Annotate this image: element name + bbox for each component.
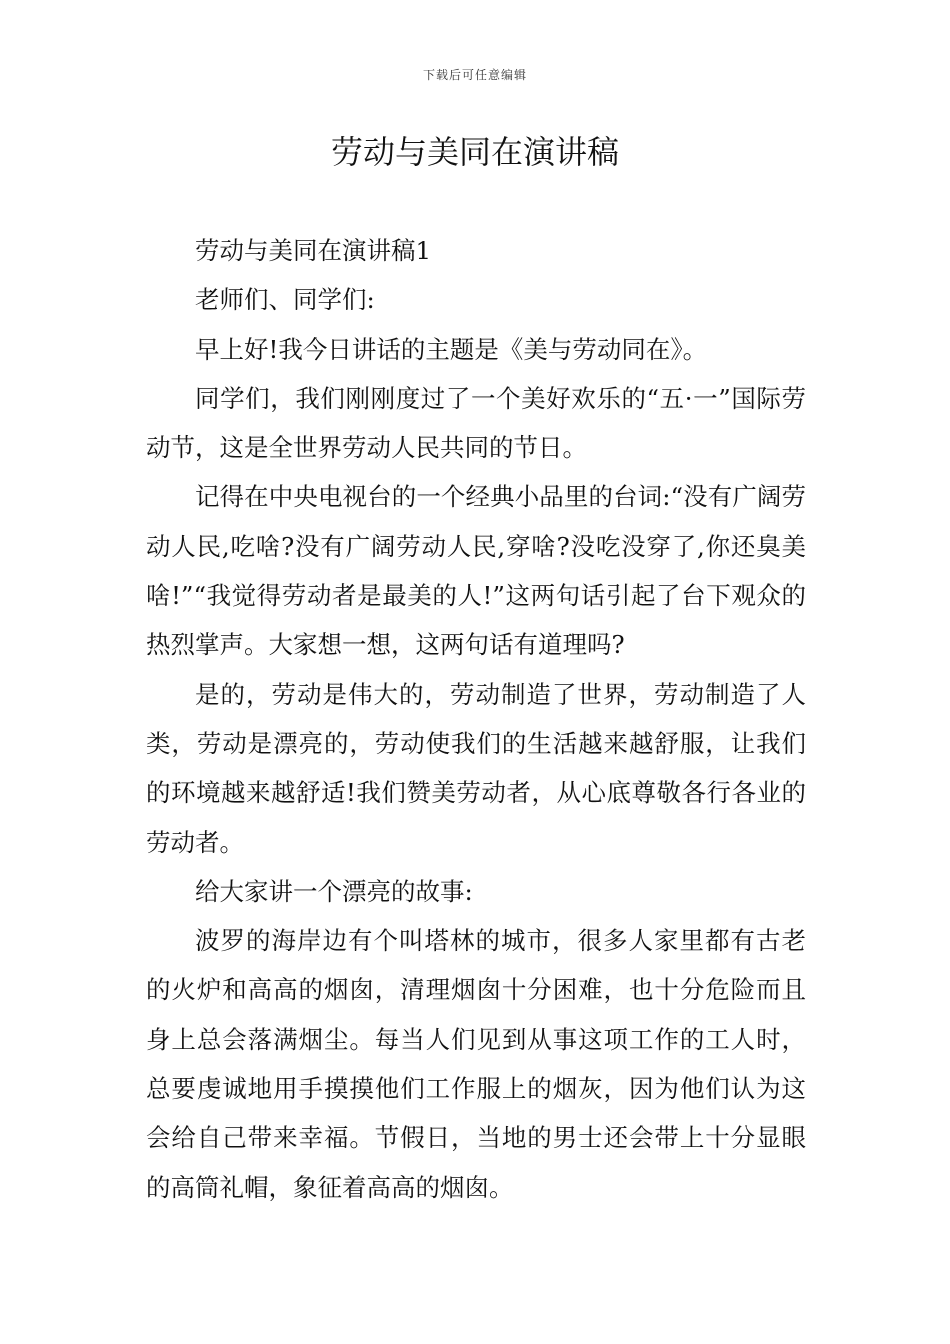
paragraph: 是的，劳动是伟大的，劳动制造了世界，劳动制造了人类，劳动是漂亮的，劳动使我们的生活越来越舒服，让我们的环境越来越舒适!我们赞美劳动者，从心底尊敬各行各业的劳动者。 <box>146 679 806 857</box>
document-body <box>146 226 806 1212</box>
paragraph-salutation: 老师们、同学们: <box>195 285 375 315</box>
paragraph: 波罗的海岸边有个叫塔林的城市，很多人家里都有古老的火炉和高高的烟囱，清理烟囱十分困难，也十分危险而且身上总会落满烟尘。每当人们见到从事这项工作的工人时，总要虔诚地用手摸摸他们工作服上的烟灰，因为他们认为这会给自己带来幸福。节假日，当地的男士还会带上十分显眼的高筒礼帽，象征着高高的烟囱。 <box>146 926 806 1202</box>
paragraph: 同学们，我们刚刚度过了一个美好欢乐的“五·一”国际劳动节，这是全世界劳动人民共同的节日。 <box>146 383 806 463</box>
paragraph-greeting: 早上好!我今日讲话的主题是《美与劳动同在》。 <box>195 334 708 364</box>
paragraph: 记得在中央电视台的一个经典小品里的台词:“没有广阔劳动人民,吃啥?没有广阔劳动人民,穿啥?没吃没穿了,你还臭美啥!”“我觉得劳动者是最美的人!”这两句话引起了台下观众的热烈掌声。大家想一想，这两句话有道理吗? <box>146 482 806 660</box>
paragraph: 给大家讲一个漂亮的故事: <box>195 876 473 906</box>
header-note: 下载后可任意编辑 <box>422 68 527 82</box>
document-title: 劳动与美同在演讲稿 <box>330 133 619 171</box>
paragraph-subtitle: 劳动与美同在演讲稿1 <box>195 236 432 265</box>
